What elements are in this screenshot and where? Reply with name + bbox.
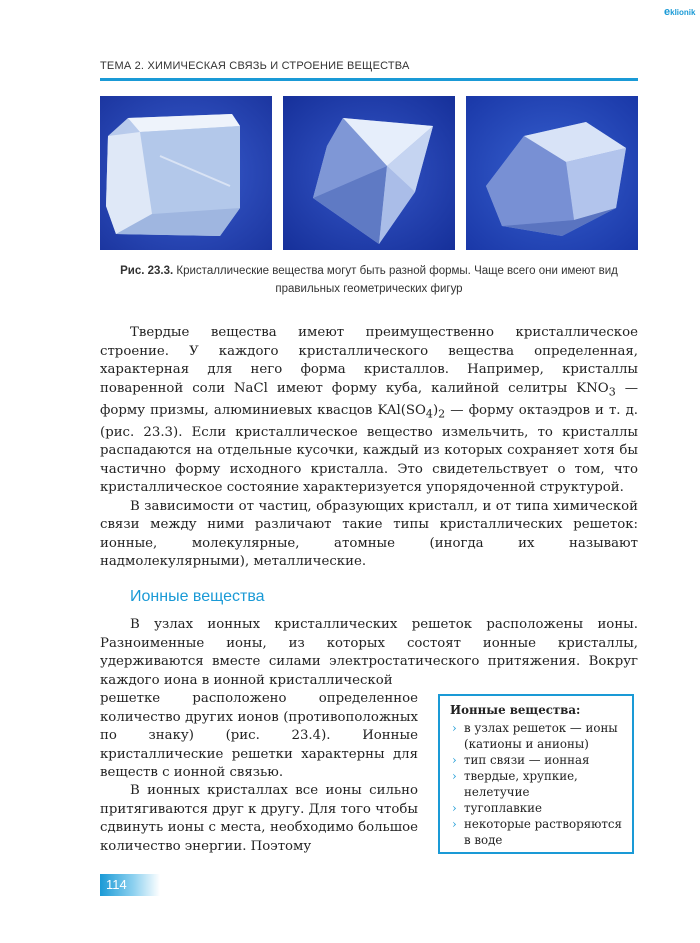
paragraph-2: В зависимости от частиц, образующих кристалл, и от типа химической связи между ними различают такие типы кристаллических решеток: ионные, молекулярные, атомные (иногда их называют надмолекулярными), металлические. — [100, 498, 638, 570]
paragraph-3: В узлах ионных кристаллических решеток расположены ионы. Разноименные ионы, из которых состоят ионные кристаллы, удерживаются вместе силами электростатического притяжения. Вокруг каждого иона в ионной кристаллической — [100, 617, 638, 688]
list-item: › твердые, хрупкие, нелетучие — [450, 768, 624, 800]
paragraph-3-continued: решетке расположено определенное количество других ионов (противоположных по знаку) (рис. 23.4). Ионные кристаллические решетки характерны для веществ с ионной связью. — [100, 691, 418, 780]
figure-caption-text: Кристаллические вещества могут быть разной формы. Чаще всего они имеют вид правильных геометрических фигур — [173, 265, 618, 295]
p1-subscript-3: 2 — [438, 407, 446, 421]
logo-mark: e — [664, 6, 671, 18]
p1-part-a: Твердые вещества имеют преимущественно кристаллическое строение. У каждого кристаллического вещества определенная, характерная для него форма кристаллов. Например, кристаллы поваренной соли NaCl имеют форму куба, калийной селитры KNO — [100, 325, 638, 396]
logo-text: klionik — [670, 8, 696, 17]
p1-part-c: ) — [432, 402, 439, 418]
photo-cube-crystal — [100, 96, 272, 250]
section-title: Ионные вещества — [130, 588, 265, 605]
header-rule — [100, 78, 638, 81]
list-item: › тугоплавкие — [450, 800, 624, 816]
list-item: › в узлах решеток — ионы (катионы и анионы) — [450, 720, 624, 752]
list-item: › некоторые растворяются в воде — [450, 816, 624, 848]
paragraph-1 — [100, 324, 638, 498]
p1-subscript-1: 3 — [608, 385, 616, 399]
summary-box — [438, 694, 634, 854]
figure-label: Рис. 23.3. — [120, 265, 174, 277]
main-text — [100, 324, 638, 572]
summary-list — [450, 720, 624, 848]
paragraph-4: В ионных кристаллах все ионы сильно притягиваются друг к другу. Для того чтобы сдвинуть ионы с места, необходимо большое количество энергии. Поэтому — [100, 783, 418, 854]
photo-prism-crystal — [466, 96, 638, 250]
figure-caption — [104, 262, 634, 298]
page-number: 114 — [106, 877, 127, 892]
list-item: › тип связи — ионная — [450, 752, 624, 768]
p1-subscript-2: 4 — [425, 407, 433, 421]
summary-box-title: Ионные вещества: — [450, 703, 581, 717]
page-number-tab — [100, 874, 160, 896]
publisher-logo — [664, 6, 695, 18]
p1-part-d: — форму октаэдров и т. д. (рис. 23.3). Если кристаллическое вещество измельчить, то кристаллы распадаются на отдельные кусочки, каждый из которых сохраняет хотя бы частично форму исходного кристалла. Это свидетельствует о том, что кристаллическое состояние характеризуется упорядоченной структурой. — [100, 402, 638, 496]
photo-octahedron-crystal — [283, 96, 455, 250]
running-header: ТЕМА 2. ХИМИЧЕСКАЯ СВЯЗЬ И СТРОЕНИЕ ВЕЩЕСТВА — [100, 60, 410, 72]
p1-part-b: — форму призмы, алюминиевых квасцов KAl(SO — [100, 380, 638, 418]
